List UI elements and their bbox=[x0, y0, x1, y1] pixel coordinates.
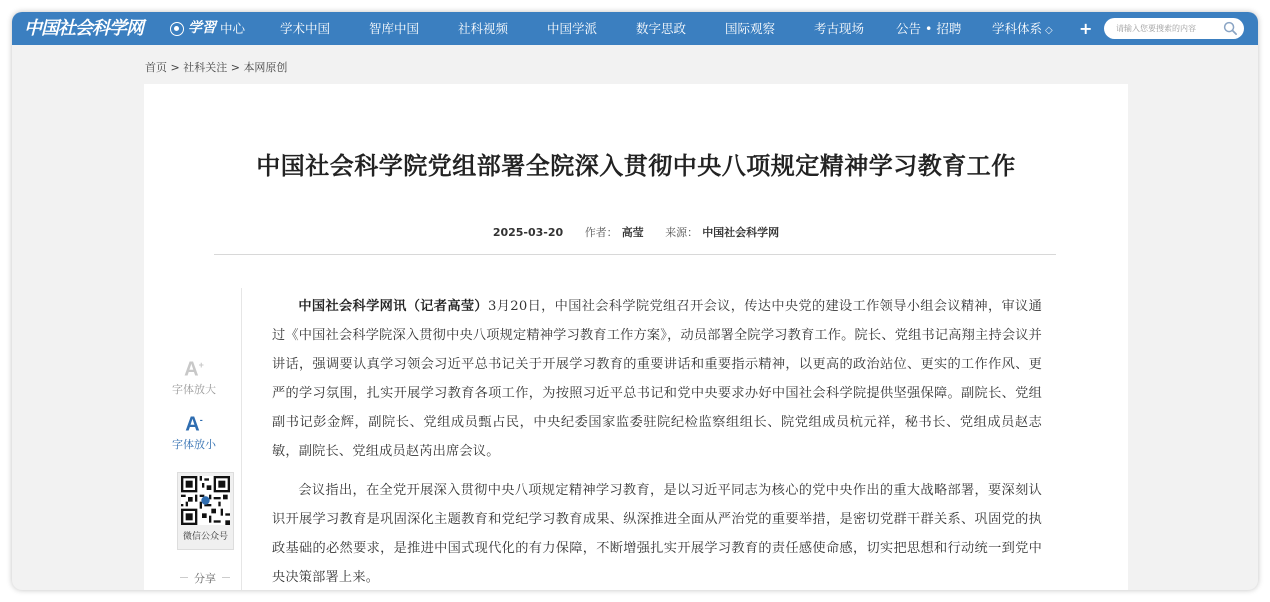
source-label: 来源： bbox=[665, 226, 699, 239]
nav-item-international[interactable]: 国际观察 bbox=[725, 21, 776, 36]
breadcrumb-sep: > bbox=[167, 61, 184, 74]
qr-caption: 微信公众号 bbox=[182, 532, 228, 542]
search-input[interactable] bbox=[1116, 24, 1223, 33]
font-decrease-label: 字体放小 bbox=[172, 437, 216, 451]
article-source: 中国社会科学网 bbox=[702, 226, 780, 239]
site-logo[interactable]: 中国社会科学网 bbox=[24, 18, 143, 39]
xuexi-suffix: 中心 bbox=[220, 21, 246, 36]
nav-item-thinktank[interactable]: 智库中国 bbox=[369, 21, 420, 36]
font-decrease-button[interactable] bbox=[164, 409, 224, 452]
nav-xuexi-center[interactable] bbox=[170, 12, 245, 45]
font-increase-button[interactable] bbox=[164, 354, 224, 397]
breadcrumb-current[interactable]: 本网原创 bbox=[243, 61, 288, 74]
nav-item-school[interactable]: 中国学派 bbox=[547, 21, 598, 36]
xuexi-logo: 学習 bbox=[188, 20, 216, 36]
article-meta bbox=[144, 224, 1128, 240]
article-paragraph: 会议指出，在全党开展深入贯彻中央八项规定精神学习教育，是以习近平同志为核心的党中央作出的重大战略部署，要深刻认识开展学习教育是巩固深化主题教育和党纪学习教育成果、纵深推进全面从严治党的重要举措，是密切党群干群关系、巩固党的执政基础的必然要求，是推进中国式现代化的有力保障，不断增强扎实开展学习教育的责任感使命感，切实把思想和行动统一到党中央决策部署上来。 bbox=[272, 483, 1042, 585]
share-label: 分享 bbox=[180, 570, 230, 586]
author-label: 作者： bbox=[584, 226, 618, 239]
nav-item-academic[interactable]: 学术中国 bbox=[280, 21, 331, 36]
title-divider bbox=[214, 254, 1056, 255]
nav-item-disciplines-label: 学科体系 bbox=[992, 21, 1043, 36]
breadcrumb-section[interactable]: 社科关注 bbox=[183, 61, 228, 74]
font-increase-icon: A+ bbox=[184, 358, 204, 381]
nav-item-disciplines[interactable] bbox=[992, 12, 1053, 45]
sidebar-divider bbox=[241, 288, 242, 590]
article-author: 高莹 bbox=[621, 226, 644, 239]
xuexi-badge-icon bbox=[170, 22, 184, 36]
nav-item-digital[interactable]: 数字思政 bbox=[636, 21, 687, 36]
breadcrumb-sep: > bbox=[227, 61, 244, 74]
nav-item-notice[interactable]: 公告 • 招聘 bbox=[896, 21, 962, 36]
dropdown-icon: ◇ bbox=[1045, 25, 1053, 36]
top-nav bbox=[12, 12, 1258, 45]
breadcrumb bbox=[145, 59, 287, 75]
article-title: 中国社会科学院党组部署全院深入贯彻中央八项规定精神学习教育工作 bbox=[256, 151, 1016, 180]
article-date: 2025-03-20 bbox=[492, 226, 564, 239]
font-increase-label: 字体放大 bbox=[172, 382, 216, 396]
qr-code-icon bbox=[181, 476, 230, 525]
breadcrumb-home[interactable]: 首页 bbox=[145, 61, 167, 74]
search-box bbox=[1104, 18, 1244, 39]
article-lead: 中国社会科学网讯（记者高莹） bbox=[298, 299, 488, 314]
font-decrease-icon: A- bbox=[185, 413, 203, 436]
search-icon[interactable] bbox=[1223, 21, 1238, 36]
article-card bbox=[144, 84, 1128, 590]
wechat-qr bbox=[177, 472, 234, 550]
nav-item-archaeology[interactable]: 考古现场 bbox=[814, 21, 865, 36]
more-button[interactable]: + bbox=[1079, 19, 1093, 38]
article-paragraph: 中国社会科学网讯（记者高莹）3月20日，中国社会科学院党组召开会议，传达中央党的建设工作领导小组会议精神，审议通过《中国社会科学院深入贯彻中央八项规定精神学习教育工作方案》，动员部署全院学习教育工作。院长、党组书记高翔主持会议并讲话，强调要认真学习领会习近平总书记关于开展学习教育的重要讲话和重要指示精神，以更高的政治站位、更实的工作作风、更严的学习氛围，扎实开展学习教育各项工作，为按照习近平总书记和党中央要求办好中国社会科学院提供坚强保障。副院长、党组副书记彭金辉，副院长、党组成员甄占民，中央纪委国家监委驻院纪检监察组组长、院党组成员杭元祥，秘书长、党组成员赵志敏，副院长、党组成员赵芮出席会议。 bbox=[272, 299, 1042, 459]
nav-item-video[interactable]: 社科视频 bbox=[458, 21, 509, 36]
article-body bbox=[272, 292, 1042, 590]
browser-frame bbox=[12, 12, 1258, 590]
